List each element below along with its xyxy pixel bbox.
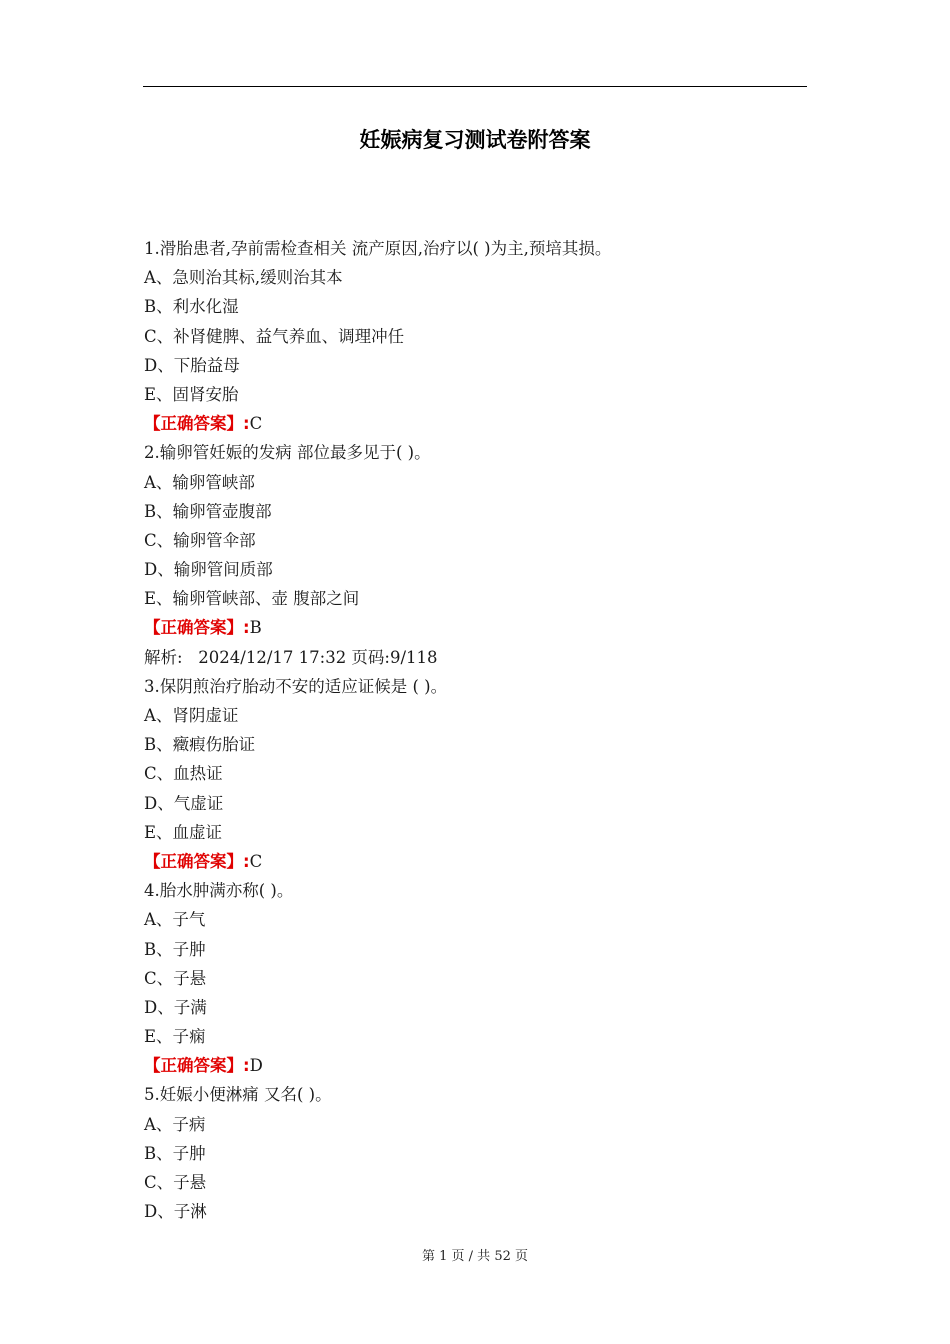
option: C、补肾健脾、益气养血、调理冲任 [144,326,405,346]
answer-value: D [249,1056,263,1076]
option: E、血虚证 [144,822,223,842]
option: A、输卵管峡部 [144,472,255,492]
answer-line [144,409,804,438]
answer-line [144,613,804,642]
answer-line [144,1051,804,1080]
option: E、输卵管峡部、壶 腹部之间 [144,589,360,609]
option: A、肾阴虚证 [144,706,239,725]
answer-value: C [249,851,263,871]
question-stem: 4.胎水肿满亦称( )。 [144,881,294,901]
analysis-note: 解析: 2024/12/17 17:32 页码:9/118 [144,647,438,667]
page-title: 妊娠病复习测试卷附答案 [359,127,591,152]
option: D、子淋 [144,1202,207,1222]
option: A、子气 [144,910,206,930]
option: E、固肾安胎 [144,384,239,404]
option: C、子悬 [144,1173,207,1192]
answer-line [144,847,804,876]
answer-label: 【正确答案】: [144,618,250,638]
option: C、子悬 [144,968,207,988]
answer-label: 【正确答案】: [144,851,250,871]
option: B、输卵管壶腹部 [144,501,272,521]
option: C、血热证 [144,764,223,784]
option: D、子满 [144,997,207,1017]
option: D、气虚证 [144,793,224,813]
question-stem: 3.保阴煎治疗胎动不安的适应证候是 ( )。 [144,676,448,696]
option: B、子肿 [144,939,206,959]
question-stem: 5.妊娠小便淋痛 又名( )。 [144,1085,332,1105]
option: B、子肿 [144,1143,206,1163]
page-footer: 第 1 页 / 共 52 页 [422,1249,528,1264]
option: B、癥瘕伤胎证 [144,735,256,755]
question-stem: 2.输卵管妊娠的发病 部位最多见于( )。 [144,443,431,463]
answer-value: B [249,618,262,638]
option: A、子病 [144,1114,206,1134]
answer-value: C [249,414,263,434]
option: C、输卵管伞部 [144,530,256,550]
option: D、输卵管间质部 [144,560,273,580]
option: B、利水化湿 [144,297,239,317]
header-rule [143,86,807,87]
question-stem: 1.滑胎患者,孕前需检查相关 流产原因,治疗以( )为主,预培其损。 [144,239,612,258]
option: D、下胎益母 [144,355,240,375]
question-list [144,234,804,1226]
option: E、子痫 [144,1027,206,1047]
answer-label: 【正确答案】: [144,414,250,434]
answer-label: 【正确答案】: [144,1056,250,1076]
option: A、急则治其标,缓则治其本 [144,268,343,288]
